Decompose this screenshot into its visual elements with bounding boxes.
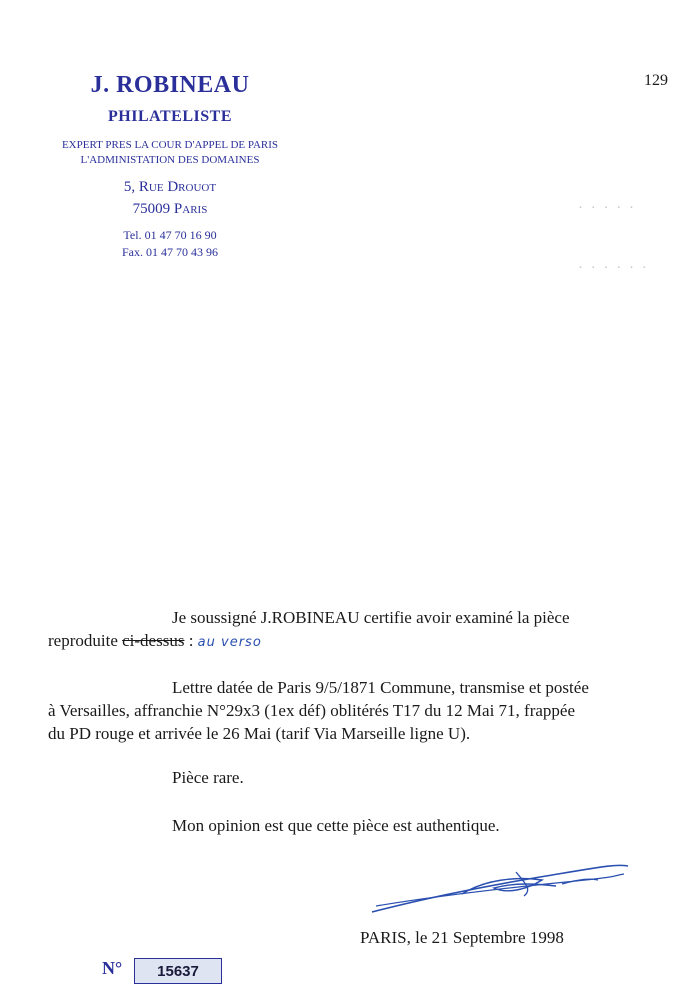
letterhead-name: J. ROBINEAU	[90, 72, 250, 98]
handwritten-correction: au verso	[197, 635, 262, 650]
intro-line-2: reproduite ci-dessus : au verso	[48, 631, 262, 650]
description-line-1: Lettre datée de Paris 9/5/1871 Commune, transmise et postée	[172, 678, 589, 697]
address-line-1: 5, Rue Drouot	[123, 179, 217, 195]
fax: Fax. 01 47 70 43 96	[122, 245, 218, 259]
struck-text: ci-dessus	[122, 631, 185, 650]
description-line-2: à Versailles, affranchie N°29x3 (1ex déf) oblitérés T17 du 12 Mai 71, frappée	[48, 701, 576, 720]
page-number: 129	[644, 72, 668, 89]
certificate-number-label: N°	[102, 958, 123, 978]
description-line-3: du PD rouge et arrivée le 26 Mai (tarif Via Marseille ligne U).	[48, 724, 471, 743]
intro-line-1: Je soussigné J.ROBINEAU certifie avoir examiné la pièce	[172, 608, 570, 627]
certificate-intro	[48, 606, 648, 654]
faint-stamp-mark: · · · · ·	[578, 200, 636, 216]
letterhead-title: PHILATELISTE	[108, 108, 232, 125]
expert-line-2: L'ADMINISTATION DES DOMAINES	[80, 154, 260, 166]
faint-stamp-mark: · · · · · ·	[578, 260, 649, 276]
authenticity-opinion: Mon opinion est que cette pièce est authentique.	[172, 816, 500, 835]
telephone: Tel. 01 47 70 16 90	[123, 228, 217, 242]
rarity-statement: Pièce rare.	[172, 768, 244, 787]
expert-line-1: EXPERT PRES LA COUR D'APPEL DE PARIS	[61, 139, 279, 151]
handwritten-signature	[366, 850, 636, 925]
address-line-2: 75009 Paris	[132, 201, 208, 217]
item-description	[48, 676, 648, 745]
letterhead-expert-credentials	[30, 138, 310, 168]
letterhead-address	[60, 176, 280, 220]
certificate-number-stamp: 15637	[134, 958, 222, 984]
place-and-date: PARIS, le 21 Septembre 1998	[360, 928, 564, 947]
letterhead-contact	[60, 227, 280, 261]
